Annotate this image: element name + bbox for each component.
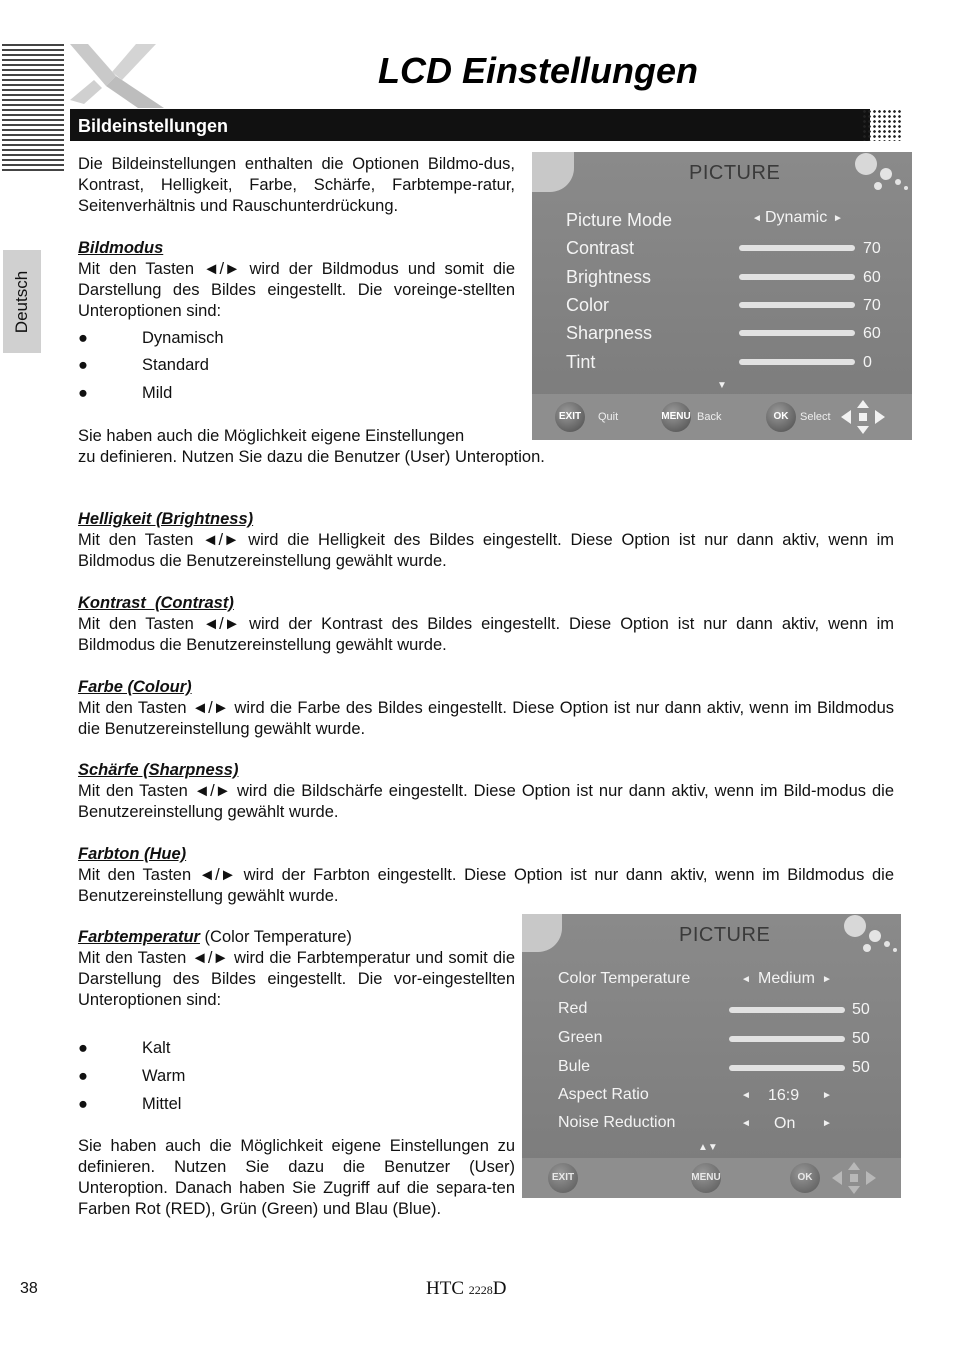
section-bar-dots: [862, 109, 902, 141]
helligkeit-heading: Helligkeit (Brightness): [78, 510, 254, 528]
blue-slider: [729, 1065, 845, 1071]
bubbles-decoration: [831, 914, 901, 956]
noise-reduction-value: On: [774, 1115, 796, 1132]
green-value: 50: [852, 1030, 870, 1047]
exit-key-label: Quit: [598, 411, 619, 423]
aspect-ratio-label: Aspect Ratio: [558, 1086, 649, 1103]
header-stripes: [2, 44, 64, 172]
x-logo: [66, 40, 166, 110]
color-temperature-menu-screenshot: [522, 914, 901, 1198]
schaerfe-heading: Schärfe (Sharpness): [78, 761, 239, 779]
bildmodus-note-line1: Sie haben auch die Möglichkeit eigene Einstellungen: [78, 427, 465, 445]
bildmodus-text: Mit den Tasten ◄/► wird der Bildmodus und somit die Darstellung des Bildes eingestellt. Die voreinge-stellten Unteroptionen sind:: [78, 260, 515, 320]
menu-title: PICTURE: [689, 162, 781, 184]
section-bar: [70, 109, 870, 141]
left-arrow-icon: ◄: [752, 213, 762, 224]
color-temperature-value: Medium: [758, 970, 815, 987]
farbton-text: Mit den Tasten ◄/► wird der Farbton eingestellt. Diese Option ist nur dann aktiv, wenn im Bildmodus die Benutzereinstellung gewählt wurde.: [78, 866, 894, 905]
language-tab: [3, 250, 41, 353]
helligkeit-text: Mit den Tasten ◄/► wird die Helligkeit des Bildes eingestellt. Diese Option ist nur dann aktiv, wenn im Bildmodus die Benutzereinstellung gewählt wurde.: [78, 531, 894, 570]
menu-key-bar: [522, 1158, 901, 1198]
menu-key-icon: MENU: [691, 1163, 721, 1193]
bubbles-decoration: [842, 152, 912, 194]
page-title: LCD Einstellungen: [378, 50, 699, 91]
scroll-down-icon: ▼: [717, 380, 727, 391]
contrast-label: Contrast: [566, 238, 635, 258]
menu-key-label: Back: [697, 411, 722, 423]
left-arrow-icon: ◄: [741, 1118, 751, 1129]
sharpness-label: Sharpness: [566, 323, 653, 343]
language-tab-label: Deutsch: [12, 270, 31, 333]
color-label: Color: [566, 295, 610, 315]
schaerfe-text: Mit den Tasten ◄/► wird die Bildschärfe eingestellt. Diese Option ist nur dann aktiv, wenn im Bild-modus die Benutzereinstellung gewählt wurde.: [78, 782, 894, 821]
farbe-heading: Farbe (Colour): [78, 678, 192, 696]
noise-reduction-label: Noise Reduction: [558, 1114, 676, 1131]
farbtemperatur-heading-line: [78, 927, 352, 948]
bildmodus-heading: Bildmodus: [78, 239, 164, 257]
menu-key-bar: [532, 394, 912, 440]
sharpness-slider: [739, 330, 855, 336]
direction-arrows-icon: [839, 399, 887, 435]
ok-key-label: Select: [800, 411, 831, 423]
farbe-text: Mit den Tasten ◄/► wird die Farbe des Bildes eingestellt. Diese Option ist nur dann aktiv, wenn im Bildmodus die Benutzereinstellung gewählt wurde.: [78, 699, 894, 738]
farbtemperatur-note: Sie haben auch die Möglichkeit eigene Einstellungen zu definieren. Nutzen Sie dazu die Benutzer (User) Unteroption. Danach haben Sie Zugriff auf die separa-ten Farben Rot (RED), Grün (Green) und Blau (Blue).: [78, 1137, 515, 1218]
kontrast-heading: Kontrast (Contrast): [78, 594, 234, 612]
intro-paragraph: Die Bildeinstellungen enthalten die Optionen Bildmo-dus, Kontrast, Helligkeit, Farbe, Schärfe, Farbtempe-ratur, Seitenverhältnis und Rauschunterdrückung.: [78, 155, 515, 215]
menu-title: PICTURE: [679, 924, 771, 946]
contrast-value: 70: [863, 240, 881, 257]
kontrast-text: Mit den Tasten ◄/► wird der Kontrast des Bildes eingestellt. Diese Option ist nur dann aktiv, wenn im Bildmodus die Benutzereinstellung gewählt wurde.: [78, 615, 894, 654]
blue-label: Bule: [558, 1058, 591, 1075]
sharpness-value: 60: [863, 325, 881, 342]
color-value: 70: [863, 297, 881, 314]
picture-mode-label: Picture Mode: [566, 210, 673, 230]
right-arrow-icon: ►: [822, 974, 832, 985]
left-arrow-icon: ◄: [741, 1090, 751, 1101]
menu-corner-decoration: [522, 914, 562, 952]
red-label: Red: [558, 1000, 588, 1017]
direction-arrows-icon: [830, 1161, 878, 1195]
color-temperature-label: Color Temperature: [558, 970, 691, 987]
picture-menu-screenshot: [532, 152, 912, 440]
tint-value: 0: [863, 354, 872, 371]
green-label: Green: [558, 1029, 603, 1046]
exit-key-icon: EXIT: [548, 1163, 578, 1193]
contrast-slider: [739, 245, 855, 251]
left-arrow-icon: ◄: [741, 974, 751, 985]
page-number: 38: [20, 1280, 38, 1297]
scroll-updown-icon: ▲▼: [698, 1142, 718, 1153]
aspect-ratio-value: 16:9: [768, 1087, 800, 1104]
color-slider: [739, 302, 855, 308]
blue-value: 50: [852, 1059, 870, 1076]
tint-slider: [739, 359, 855, 365]
ok-key-icon: OK: [790, 1163, 820, 1193]
ok-key-icon: OK: [766, 402, 796, 432]
right-arrow-icon: ►: [833, 213, 843, 224]
brightness-label: Brightness: [566, 267, 652, 287]
brightness-value: 60: [863, 269, 881, 286]
red-slider: [729, 1007, 845, 1013]
menu-key-icon: MENU: [661, 402, 691, 432]
tint-label: Tint: [566, 352, 596, 372]
farbtemperatur-heading: Farbtemperatur: [78, 928, 200, 946]
right-arrow-icon: ►: [822, 1118, 832, 1129]
menu-corner-decoration: [532, 152, 574, 192]
green-slider: [729, 1036, 845, 1042]
picture-mode-value: Dynamic: [765, 209, 828, 226]
exit-key-icon: EXIT: [555, 402, 585, 432]
section-title: Bildeinstellungen: [78, 116, 229, 136]
farbtemperatur-text: Mit den Tasten ◄/► wird die Farbtemperatur und somit die Darstellung des Bildes eingestellt. Die vor-eingestellten Unteroptionen sind:: [78, 949, 515, 1009]
brightness-slider: [739, 274, 855, 280]
bildmodus-note-line2: zu definieren. Nutzen Sie dazu die Benutzer (User) Unteroption.: [78, 448, 545, 466]
right-arrow-icon: ►: [822, 1090, 832, 1101]
model-name: HTC 2228D: [426, 1278, 507, 1299]
farbtemperatur-heading-suffix: (Color Temperature): [199, 928, 352, 946]
red-value: 50: [852, 1001, 870, 1018]
farbton-heading: Farbton (Hue): [78, 845, 187, 863]
